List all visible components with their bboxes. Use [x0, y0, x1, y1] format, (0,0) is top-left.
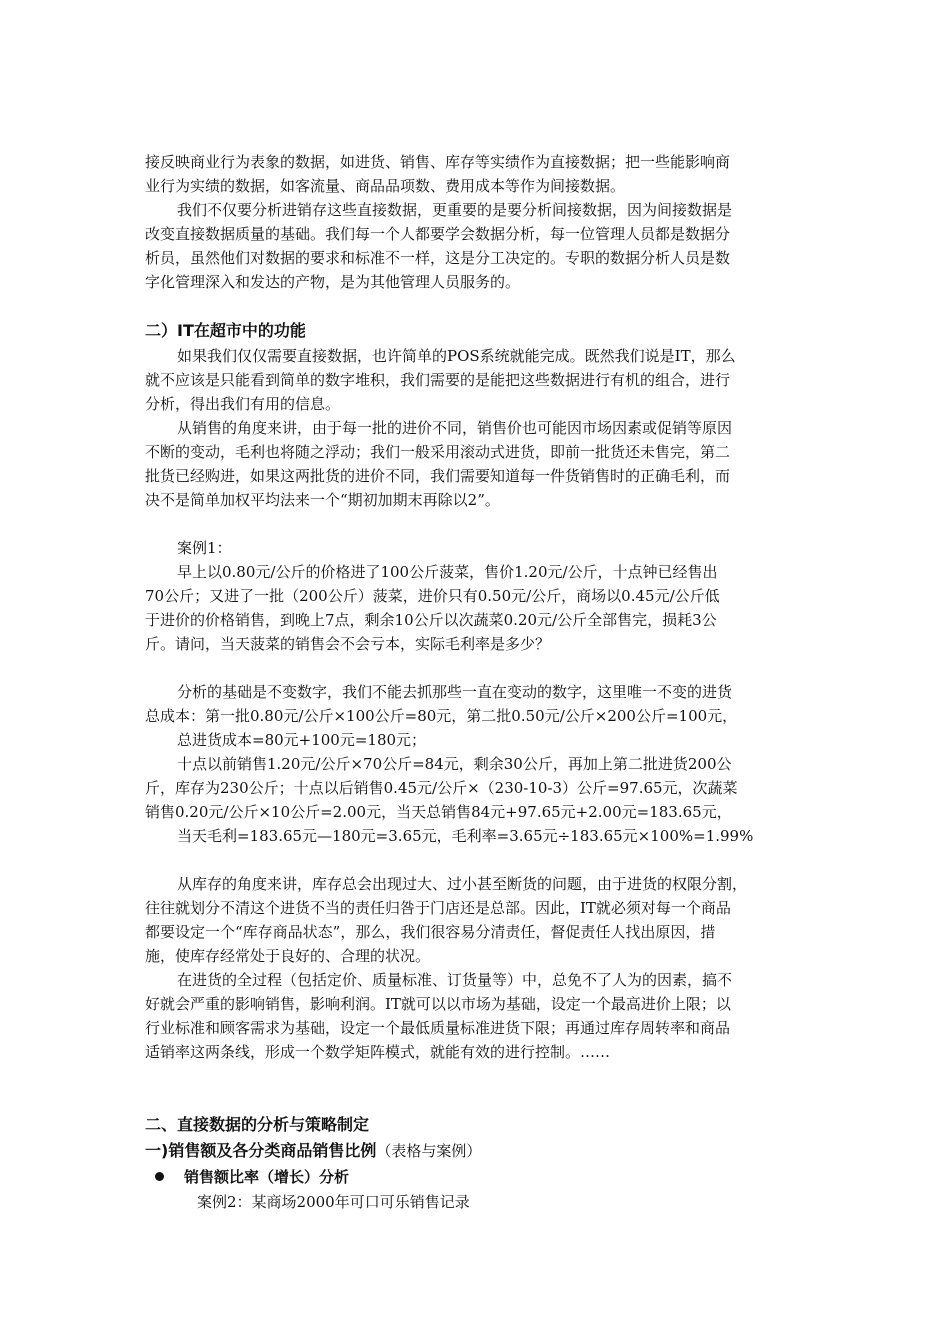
text-line: 当天毛利=183.65元—180元=3.65元，毛利率=3.65元÷183.65元×100%=1.99% [177, 827, 754, 845]
text-line: 于进价的价格销售，到晚上7点，剩余10公斤以次蔬菜0.20元/公斤全部售完，损耗3公 [145, 611, 717, 629]
text-line: 字化管理深入和发达的产物，是为其他管理人员服务的。 [145, 273, 521, 291]
text-line: 从销售的角度来讲，由于每一批的进价不同，销售价也可能因市场因素或促销等原因 [177, 419, 733, 437]
text-line: 从库存的角度来讲，库存总会出现过大、过小甚至断货的问题，由于进货的权限分割， [177, 875, 748, 893]
text-line: 都要设定一个“库存商品状态”，那么，我们很容易分清责任，督促责任人找出原因，措 [145, 923, 716, 941]
text-line: 在进货的全过程（包括定价、质量标准、订货量等）中，总免不了人为的因素，搞不 [177, 971, 733, 989]
section-heading-direct-data: 二、直接数据的分析与策略制定 [145, 1115, 370, 1134]
section-heading-it: 二）IT在超市中的功能 [145, 321, 306, 340]
text-line: 接反映商业行为表象的数据，如进货、销售、库存等实绩作为直接数据；把一些能影响商 [145, 153, 731, 171]
text-line: 如果我们仅仅需要直接数据，也许简单的POS系统就能完成。既然我们说是IT，那么 [177, 347, 736, 365]
text-line: 斤，库存为230公斤；十点以后销售0.45元/公斤×（230-10-3）公斤=97.65元，次蔬菜 [145, 779, 738, 797]
bullet-item [145, 1164, 810, 1190]
text-line: 斤。请问，当天菠菜的销售会不会亏本，实际毛利率是多少？ [145, 635, 551, 653]
case-label: 案例1： [177, 539, 232, 557]
subsection-note: （表格与案例） [376, 1142, 482, 1160]
text-line: 改变直接数据质量的基础。我们每一个人都要学会数据分析，每一位管理人员都是数据分 [145, 225, 731, 243]
text-line: 总成本：第一批0.80元/公斤×100公斤=80元，第二批0.50元/公斤×200公斤=100元， [145, 707, 738, 725]
spacer [145, 1064, 810, 1088]
text-line: 70公斤；又进了一批（200公斤）菠菜，进价只有0.50元/公斤，商场以0.45元/公斤低 [145, 587, 720, 605]
spacer [145, 512, 810, 536]
text-line: 行业标准和顾客需求为基础，设定一个最低质量标准进货下限；再通过库存周转率和商品 [145, 1019, 731, 1037]
text-line: 分析的基础是不变数字，我们不能去抓那些一直在变动的数字，这里唯一不变的进货 [177, 683, 733, 701]
spacer [145, 848, 810, 872]
text-line: 施，使库存经常处于良好的、合理的状况。 [145, 947, 431, 965]
text-line: 往往就划分不清这个进货不当的责任归咎于门店还是总部。因此，IT就必须对每一个商品 [145, 899, 731, 917]
spacer [145, 1088, 810, 1112]
bullet-icon [155, 1172, 164, 1181]
text-line: 析员，虽然他们对数据的要求和标准不一样，这是分工决定的。专职的数据分析人员是数 [145, 249, 731, 267]
spacer [145, 294, 810, 318]
document-page [145, 150, 810, 1214]
text-line: 适销率这两条线，形成一个数学矩阵模式，就能有效的进行控制。…… [145, 1043, 611, 1061]
text-line: 分析，得出我们有用的信息。 [145, 395, 341, 413]
text-line: 就不应该是只能看到简单的数字堆积，我们需要的是能把这些数据进行有机的组合，进行 [145, 371, 731, 389]
subsection-title: 一)销售额及各分类商品销售比例 [145, 1141, 377, 1160]
spacer [145, 656, 810, 680]
bullet-text: 销售额比率（增长）分析 [184, 1168, 350, 1186]
text-line: 不断的变动，毛利也将随之浮动；我们一般采用滚动式进货，即前一批货还未售完，第二 [145, 443, 731, 461]
text-line: 决不是简单加权平均法来一个“期初加期末再除以2”。 [145, 491, 500, 509]
text-line: 批货已经购进，如果这两批货的进价不同，我们需要知道每一件货销售时的正确毛利，而 [145, 467, 731, 485]
text-line: 早上以0.80元/公斤的价格进了100公斤菠菜，售价1.20元/公斤，十点钟已经售出 [177, 563, 718, 581]
text-line: 总进货成本=80元+100元=180元； [177, 731, 427, 749]
text-line: 业行为实绩的数据，如客流量、商品品项数、费用成本等作为间接数据。 [145, 177, 626, 195]
text-line: 好就会严重的影响销售，影响利润。IT就可以以市场为基础，设定一个最高进价上限；以 [145, 995, 731, 1013]
text-line: 我们不仅要分析进销存这些直接数据，更重要的是要分析间接数据，因为间接数据是 [177, 201, 733, 219]
text-line: 十点以前销售1.20元/公斤×70公斤=84元，剩余30公斤，再加上第二批进货200公 [177, 755, 732, 773]
subsection-heading-sales [145, 1138, 810, 1164]
text-line: 销售0.20元/公斤×10公斤=2.00元，当天总销售84元+97.65元+2.00元=183.65元， [145, 803, 732, 821]
case-label: 案例2：某商场2000年可口可乐销售记录 [197, 1193, 470, 1211]
